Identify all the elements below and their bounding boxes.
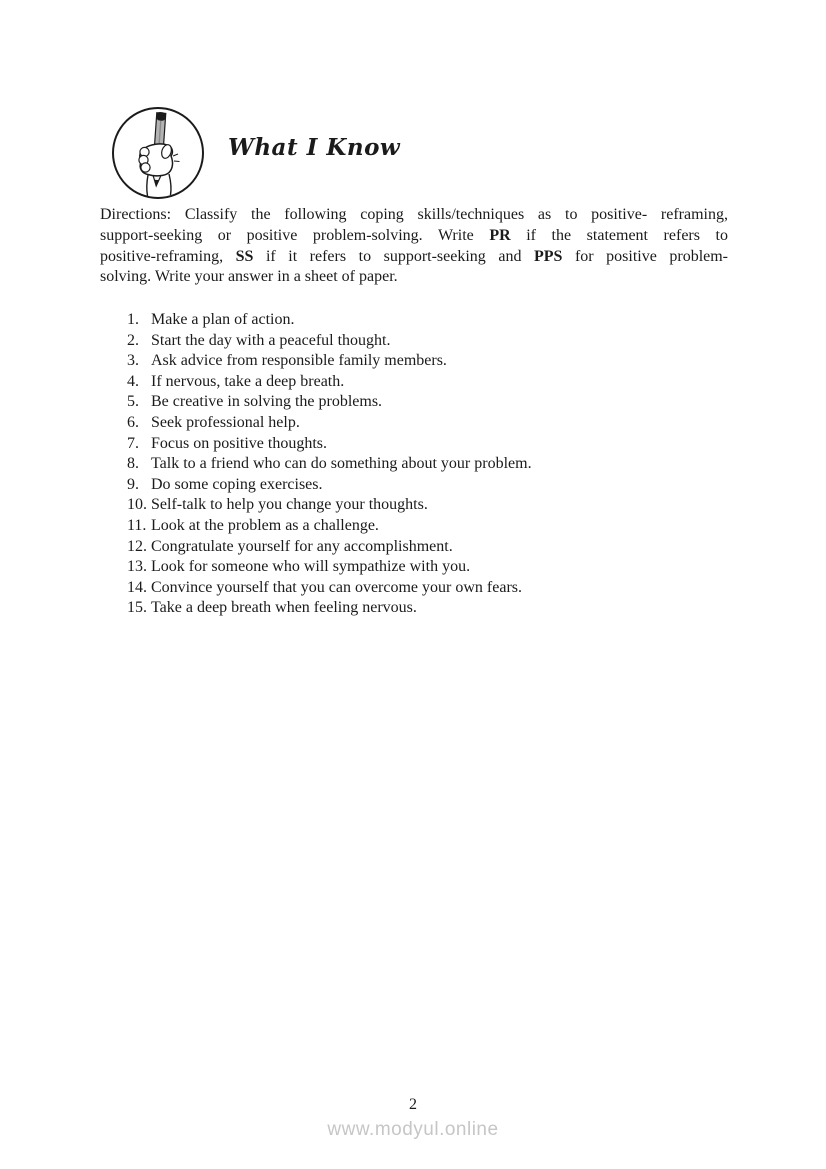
list-item-text: Ask advice from responsible family members. [151,352,447,370]
list-item-number: 8. [127,455,139,473]
list-item-number: 6. [127,413,139,431]
directions-text: support-seeking or positive problem-solving. Write [100,226,490,244]
list-item [127,598,707,619]
list-item-number: 10. [127,496,147,514]
directions-paragraph [100,205,728,288]
list-item [127,495,707,516]
list-item-text: Take a deep breath when feeling nervous. [151,599,417,617]
list-item-text: Start the day with a peaceful thought. [151,331,391,349]
list-item-text: Look for someone who will sympathize with you. [151,558,471,576]
directions-text: for positive problem- [562,247,729,265]
list-item-text: Focus on positive thoughts. [151,434,328,452]
list-item-text: Talk to a friend who can do something about your problem. [151,455,532,473]
list-item-number: 14. [127,578,147,596]
list-item [127,537,707,558]
list-item [127,475,707,496]
directions-text: Directions: Classify the following coping skills/techniques as to positive- reframing, [100,206,728,223]
directions-text: solving. Write your answer in a sheet of paper. [100,268,398,286]
list-item [127,372,707,393]
list-item-text: Convince yourself that you can overcome your own fears. [151,578,522,596]
list-item [127,578,707,599]
directions-text: positive-reframing, [100,247,236,265]
directions-line [100,247,728,268]
directions-line [100,226,728,247]
hand-holding-pencil-icon [111,106,205,200]
coping-skills-numbered-list [127,310,707,619]
list-item-number: 5. [127,393,139,411]
list-item-text: Make a plan of action. [151,311,295,328]
list-item-text: Be creative in solving the problems. [151,393,383,411]
list-item-number: 2. [127,331,139,349]
list-item [127,516,707,537]
section-title: What I Know [228,134,401,161]
list-item [127,454,707,475]
list-item-text: Seek professional help. [151,413,300,431]
list-item [127,557,707,578]
directions-text: if it refers to support-seeking and [253,247,534,265]
list-item [127,351,707,372]
list-item [127,413,707,434]
list-item-number: 15. [127,599,147,617]
list-item [127,310,707,331]
directions-text: if the statement refers to [510,226,728,244]
list-item-number: 4. [127,372,139,390]
list-item-number: 7. [127,434,139,452]
abbreviation-bold: PR [489,226,511,244]
abbreviation-bold: PPS [533,247,563,265]
directions-line [100,205,728,226]
watermark-link[interactable]: www.modyul.online [327,1119,499,1140]
page-number: 2 [409,1096,417,1113]
list-item-number: 1. [127,311,139,328]
list-item-text: If nervous, take a deep breath. [151,372,345,390]
list-item-text: Congratulate yourself for any accomplishment. [151,537,453,555]
list-item-text: Do some coping exercises. [151,475,323,493]
list-item [127,331,707,352]
list-item-number: 3. [127,352,139,370]
list-item-number: 9. [127,475,139,493]
directions-line [100,267,728,288]
list-item-text: Look at the problem as a challenge. [151,516,379,534]
list-item-number: 12. [127,537,147,555]
list-item-text: Self-talk to help you change your thoughts. [151,496,428,514]
list-item [127,434,707,455]
list-item [127,392,707,413]
list-item-number: 13. [127,558,147,576]
abbreviation-bold: SS [235,247,254,265]
list-item-number: 11. [127,516,147,534]
